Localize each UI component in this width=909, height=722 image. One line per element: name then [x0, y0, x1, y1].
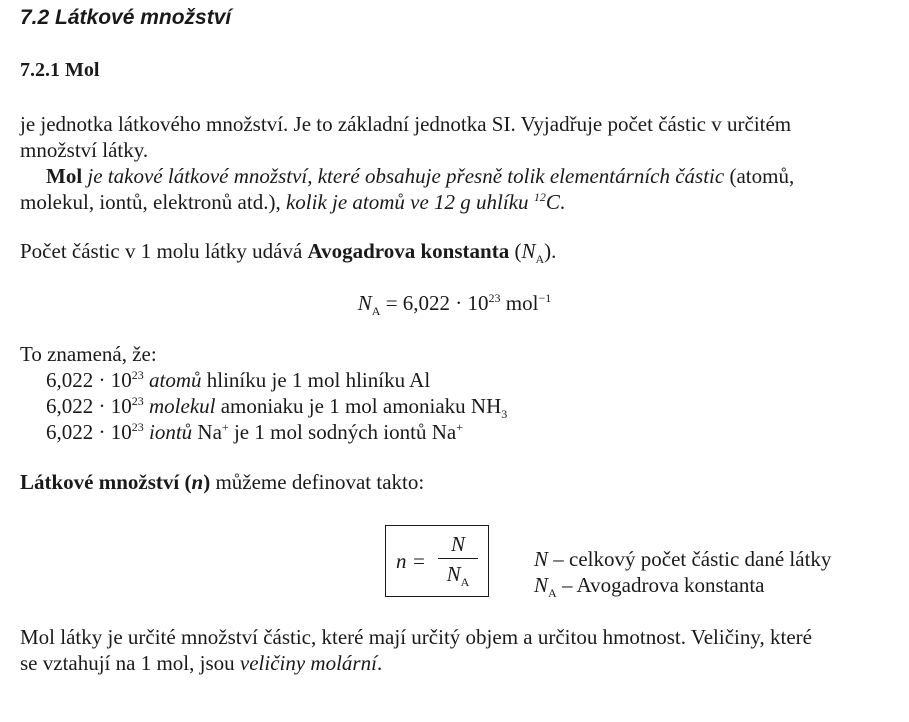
legend-subscript: A — [548, 586, 557, 600]
item-particle: iontů — [143, 420, 193, 444]
item-charge-2: + — [456, 420, 463, 434]
item-text: hliníku je 1 mol hliníku Al — [201, 368, 431, 392]
formula-value: = 6,022 · 10 — [380, 291, 489, 315]
mol-definition-line-1 — [20, 163, 880, 189]
paren-open: ( — [509, 239, 522, 263]
list-item — [20, 367, 880, 393]
legend-item — [534, 572, 831, 598]
item-particle: molekul — [143, 394, 216, 418]
list-item — [20, 393, 880, 419]
legend-text: – Avogadrova konstanta — [556, 573, 765, 597]
definition-symbol: n — [191, 470, 204, 494]
formula-symbol: N — [357, 291, 372, 315]
legend-symbol: N — [534, 573, 549, 597]
avogadro-text: Počet částic v 1 molu látky udává — [20, 239, 308, 263]
item-exponent: 23 — [131, 368, 144, 382]
definition-sentence — [20, 469, 880, 495]
avogadro-term: Avogadrova konstanta — [307, 239, 510, 263]
meaning-intro: To znamená, že: — [20, 342, 157, 366]
fraction — [438, 532, 478, 589]
formula-lhs: n = — [396, 549, 426, 573]
intro-paragraph — [20, 111, 880, 215]
paren-close: ). — [544, 239, 557, 263]
mol-term: Mol — [46, 164, 83, 188]
closing-line-2 — [20, 650, 880, 676]
fraction-denominator — [438, 562, 478, 589]
particle-list: molekul, iontů, elektronů atd.), — [20, 190, 281, 214]
isotope-mass: 12 — [533, 190, 546, 204]
item-number: 6,022 · 10 — [46, 420, 132, 444]
item-number: 6,022 · 10 — [46, 394, 132, 418]
denominator-subscript: A — [460, 575, 470, 589]
item-particle: atomů — [143, 368, 202, 392]
legend-symbol: N — [534, 547, 549, 571]
avogadro-sentence — [20, 238, 880, 264]
avogadro-formula — [0, 290, 909, 316]
formula-legend — [534, 546, 831, 598]
molar-quantities-term: veličiny molární — [239, 651, 377, 675]
avogadro-subscript: A — [535, 252, 545, 266]
mol-definition-italic: je takové látkové množství, které obsahuje přesně tolik elementárních částic — [82, 164, 725, 188]
fraction-bar — [438, 558, 478, 559]
intro-line-1: je jednotka látkového množství. Je to základní jednotka SI. Vyjadřuje počet částic v určitém — [20, 112, 792, 136]
sentence-end: . — [559, 190, 566, 214]
closing-text: se vztahují na 1 mol, jsou — [20, 651, 240, 675]
denominator-symbol: N — [446, 562, 461, 586]
fraction-numerator: N — [450, 532, 465, 556]
list-item — [20, 419, 880, 445]
item-exponent: 23 — [131, 420, 144, 434]
closing-end: . — [376, 651, 383, 675]
definition-term-close: ) — [203, 470, 211, 494]
subsection-title: 7.2.1 Mol — [20, 59, 100, 81]
section-title: 7.2 Látkové množství — [20, 6, 232, 29]
definition-term: Látkové množství ( — [20, 470, 192, 494]
legend-item — [534, 546, 831, 572]
item-number: 6,022 · 10 — [46, 368, 132, 392]
mol-definition-line-2 — [20, 189, 880, 215]
item-text: Na — [192, 420, 222, 444]
item-charge: + — [221, 420, 229, 434]
definition-text: můžeme definovat takto: — [210, 470, 425, 494]
formula-exponent: 23 — [488, 291, 501, 305]
item-text-2: je 1 mol sodných iontů Na — [228, 420, 457, 444]
mol-definition-plain: (atomů, — [724, 164, 795, 188]
formula-unit: mol — [500, 291, 539, 315]
item-text: amoniaku je 1 mol amoniaku NH — [215, 394, 502, 418]
intro-line-2: množství látky. — [20, 138, 149, 162]
legend-text: – celkový počet částic dané látky — [548, 547, 832, 571]
carbon-reference: kolik je atomů ve 12 g uhlíku — [280, 190, 534, 214]
formula-unit-exponent: −1 — [538, 291, 552, 305]
meaning-list — [20, 341, 880, 445]
avogadro-symbol: N — [521, 239, 536, 263]
closing-line-1: Mol látky je určité množství částic, které mají určitý objem a určitou hmotnost. Veličiny, které — [20, 625, 812, 649]
isotope-symbol: C — [545, 190, 560, 214]
item-subscript: 3 — [501, 407, 508, 421]
closing-paragraph — [20, 624, 880, 676]
item-exponent: 23 — [131, 394, 144, 408]
formula-subscript: A — [371, 304, 381, 318]
boxed-formula — [385, 525, 489, 597]
